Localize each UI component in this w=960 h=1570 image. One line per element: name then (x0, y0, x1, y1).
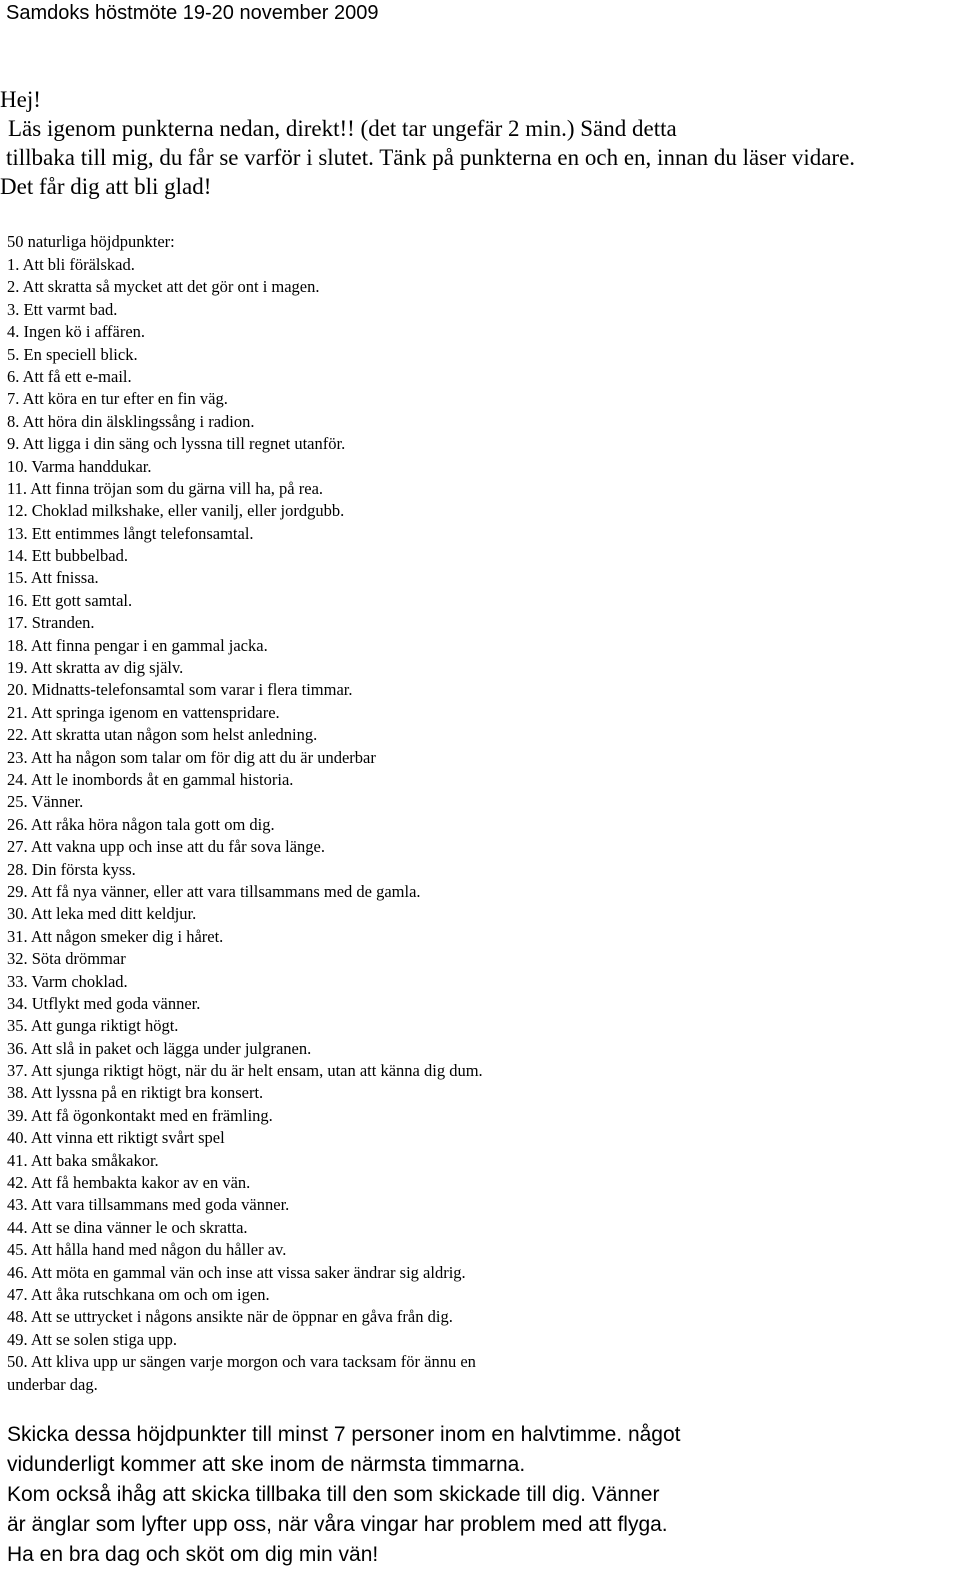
list-item: 48. Att se uttrycket i någons ansikte när de öppnar en gåva från dig. (7, 1307, 453, 1327)
intro-line-2: tillbaka till mig, du får se varför i slutet. Tänk på punkterna en och en, innan du läser vidare. (6, 145, 856, 170)
list-item: 42. Att få hembakta kakor av en vän. (7, 1173, 251, 1193)
list-item: 46. Att möta en gammal vän och inse att vissa saker ändrar sig aldrig. (7, 1262, 466, 1282)
intro-paragraph (0, 114, 955, 201)
closing-line-2: vidunderligt kommer att ske inom de närmsta timmarna. (7, 1453, 526, 1476)
list-item: 3. Ett varmt bad. (7, 299, 118, 319)
list-item: 4. Ingen kö i affären. (7, 322, 146, 342)
list-item: 40. Att vinna ett riktigt svårt spel (7, 1128, 225, 1148)
list-item: 19. Att skratta av dig själv. (7, 658, 184, 678)
page-header-title: Samdoks höstmöte 19-20 november 2009 (6, 2, 379, 24)
list-item: 10. Varma handdukar. (7, 456, 152, 476)
list-item: 27. Att vakna upp och inse att du får sova länge. (7, 837, 326, 857)
list-item: 41. Att baka småkakor. (7, 1150, 159, 1170)
list-item: 22. Att skratta utan någon som helst anledning. (7, 725, 318, 745)
list-item: 20. Midnatts-telefonsamtal som varar i flera timmar. (7, 680, 353, 700)
list-item: 31. Att någon smeker dig i håret. (7, 926, 224, 946)
list-item: 16. Ett gott samtal. (7, 590, 133, 610)
list-item: 9. Att ligga i din säng och lyssna till regnet utanför. (7, 434, 346, 454)
list-item: 39. Att få ögonkontakt med en främling. (7, 1105, 273, 1125)
list-item: 36. Att slå in paket och lägga under julgranen. (7, 1038, 312, 1058)
list-item: 8. Att höra din älsklingssång i radion. (7, 411, 255, 431)
list-item: 25. Vänner. (7, 792, 84, 812)
list-item: underbar dag. (7, 1374, 98, 1394)
list-item: 17. Stranden. (7, 613, 95, 633)
list-item: 28. Din första kyss. (7, 859, 136, 879)
list-item: 32. Söta drömmar (7, 949, 126, 969)
list-item: 26. Att råka höra någon tala gott om dig. (7, 814, 275, 834)
list-item: 45. Att hålla hand med någon du håller av. (7, 1240, 287, 1260)
list-item: 23. Att ha någon som talar om för dig att du är underbar (7, 747, 376, 767)
list-item: 30. Att leka med ditt keldjur. (7, 904, 197, 924)
intro-line-3: Det får dig att bli glad! (0, 174, 212, 199)
list-item: 33. Varm choklad. (7, 971, 128, 991)
list-item: 49. Att se solen stiga upp. (7, 1329, 178, 1349)
closing-paragraph (7, 1420, 955, 1570)
list-item: 6. Att få ett e-mail. (7, 366, 132, 386)
list-title: 50 naturliga höjdpunkter: (7, 232, 175, 251)
list-item: 35. Att gunga riktigt högt. (7, 1016, 179, 1036)
list-item: 43. Att vara tillsammans med goda vänner. (7, 1195, 290, 1215)
closing-line-3: Kom också ihåg att skicka tillbaka till den som skickade till dig. Vänner (7, 1483, 660, 1506)
list-item: 12. Choklad milkshake, eller vanilj, eller jordgubb. (7, 501, 345, 521)
list-item: 1. Att bli förälskad. (7, 255, 135, 274)
list-item: 29. Att få nya vänner, eller att vara tillsammans med de gamla. (7, 881, 421, 901)
greeting: Hej! (0, 87, 41, 112)
list-item: 47. Att åka rutschkana om och om igen. (7, 1284, 270, 1304)
list-item: 50. Att kliva upp ur sängen varje morgon och vara tacksam för ännu en (7, 1352, 476, 1372)
list-item: 15. Att fnissa. (7, 568, 99, 588)
list-item: 11. Att finna tröjan som du gärna vill ha, på rea. (7, 478, 324, 498)
list-item: 13. Ett entimmes långt telefonsamtal. (7, 523, 254, 543)
closing-line-5: Ha en bra dag och sköt om dig min vän! (7, 1543, 379, 1566)
highlights-list (7, 254, 483, 1396)
list-item: 21. Att springa igenom en vattenspridare. (7, 702, 280, 722)
list-item: 34. Utflykt med goda vänner. (7, 993, 201, 1013)
list-item: 2. Att skratta så mycket att det gör ont i magen. (7, 277, 320, 297)
closing-line-4: är änglar som lyfter upp oss, när våra vingar har problem med att flyga. (7, 1513, 668, 1536)
list-item: 38. Att lyssna på en riktigt bra konsert. (7, 1083, 264, 1103)
list-item: 7. Att köra en tur efter en fin väg. (7, 389, 228, 409)
list-item: 14. Ett bubbelbad. (7, 546, 128, 566)
closing-line-1: Skicka dessa höjdpunkter till minst 7 personer inom en halvtimme. något (7, 1423, 681, 1446)
list-item: 24. Att le inombords åt en gammal historia. (7, 769, 294, 789)
list-item: 5. En speciell blick. (7, 344, 138, 364)
list-item: 44. Att se dina vänner le och skratta. (7, 1217, 248, 1237)
list-item: 18. Att finna pengar i en gammal jacka. (7, 635, 268, 655)
list-item: 37. Att sjunga riktigt högt, när du är helt ensam, utan att känna dig dum. (7, 1061, 483, 1081)
intro-line-1: Läs igenom punkterna nedan, direkt!! (det tar ungefär 2 min.) Sänd detta (8, 116, 677, 141)
